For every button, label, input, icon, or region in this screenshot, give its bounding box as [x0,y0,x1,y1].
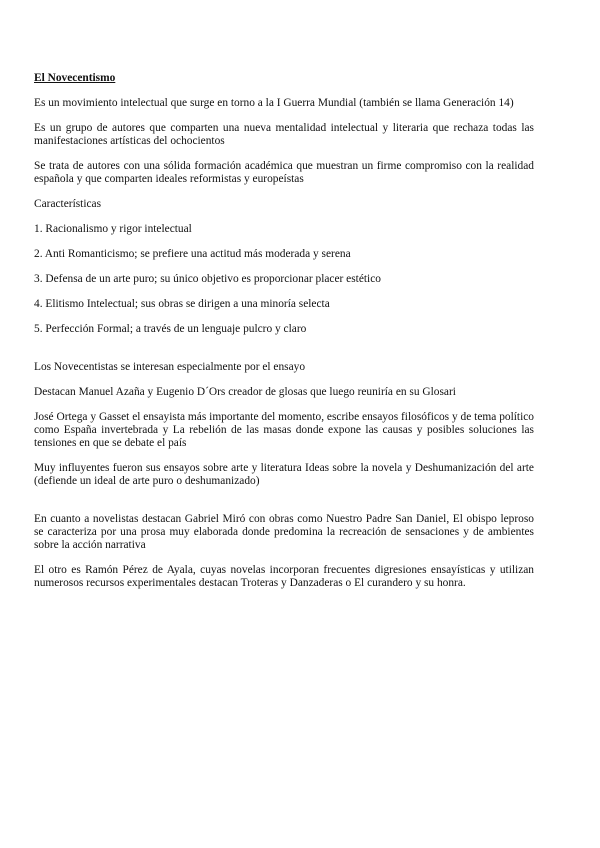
characteristic-item-1: 1. Racionalismo y rigor intelectual [34,223,192,235]
novel-paragraph-1: En cuanto a novelistas destacan Gabriel Miró con obras como Nuestro Padre San Daniel, El obispo leproso se caracteriza por una prosa muy elaborada donde predomina la recreación de sensaciones y de ambientes sobre la acción narrativa [34,513,534,551]
characteristic-item-4: 4. Elitismo Intelectual; sus obras se dirigen a una minoría selecta [34,298,330,310]
blank-line [34,500,534,513]
essay-paragraph-1: Los Novecentistas se interesan especialmente por el ensayo [34,361,306,373]
intro-paragraph-3: Se trata de autores con una sólida formación académica que muestran un firme compromiso con la realidad española y que comparten ideales reformistas y europeístas [34,160,534,185]
blank-line [34,348,534,361]
characteristic-item-2: 2. Anti Romanticismo; se prefiere una actitud más moderada y serena [34,248,351,260]
novel-paragraph-2: El otro es Ramón Pérez de Ayala, cuyas novelas incorporan frecuentes digresiones ensayísticas y utilizan numerosos recursos experimentales destacan Troteras y Danzaderas o El curandero y su honra. [34,564,534,589]
essay-paragraph-4: Muy influyentes fueron sus ensayos sobre arte y literatura Ideas sobre la novela y Deshumanización del arte (defiende un ideal de arte puro o deshumanizado) [34,462,534,487]
document-title: El Novecentismo [34,72,116,84]
intro-paragraph-1: Es un movimiento intelectual que surge en torno a la I Guerra Mundial (también se llama Generación 14) [34,97,514,109]
document-page [34,72,534,602]
essay-paragraph-2: Destacan Manuel Azaña y Eugenio D´Ors creador de glosas que luego reuniría en su Glosari [34,386,456,398]
characteristic-item-3: 3. Defensa de un arte puro; su único objetivo es proporcionar placer estético [34,273,381,285]
essay-paragraph-3: José Ortega y Gasset el ensayista más importante del momento, escribe ensayos filosóficos y de tema político como España invertebrada y La rebelión de las masas donde expone las causas y posibles soluciones las tensiones en que se debate el país [34,411,534,449]
intro-paragraph-2: Es un grupo de autores que comparten una nueva mentalidad intelectual y literaria que rechaza todas las manifestaciones artísticas del ochocientos [34,122,534,147]
characteristic-item-5: 5. Perfección Formal; a través de un lenguaje pulcro y claro [34,323,307,335]
characteristics-heading: Características [34,198,102,210]
